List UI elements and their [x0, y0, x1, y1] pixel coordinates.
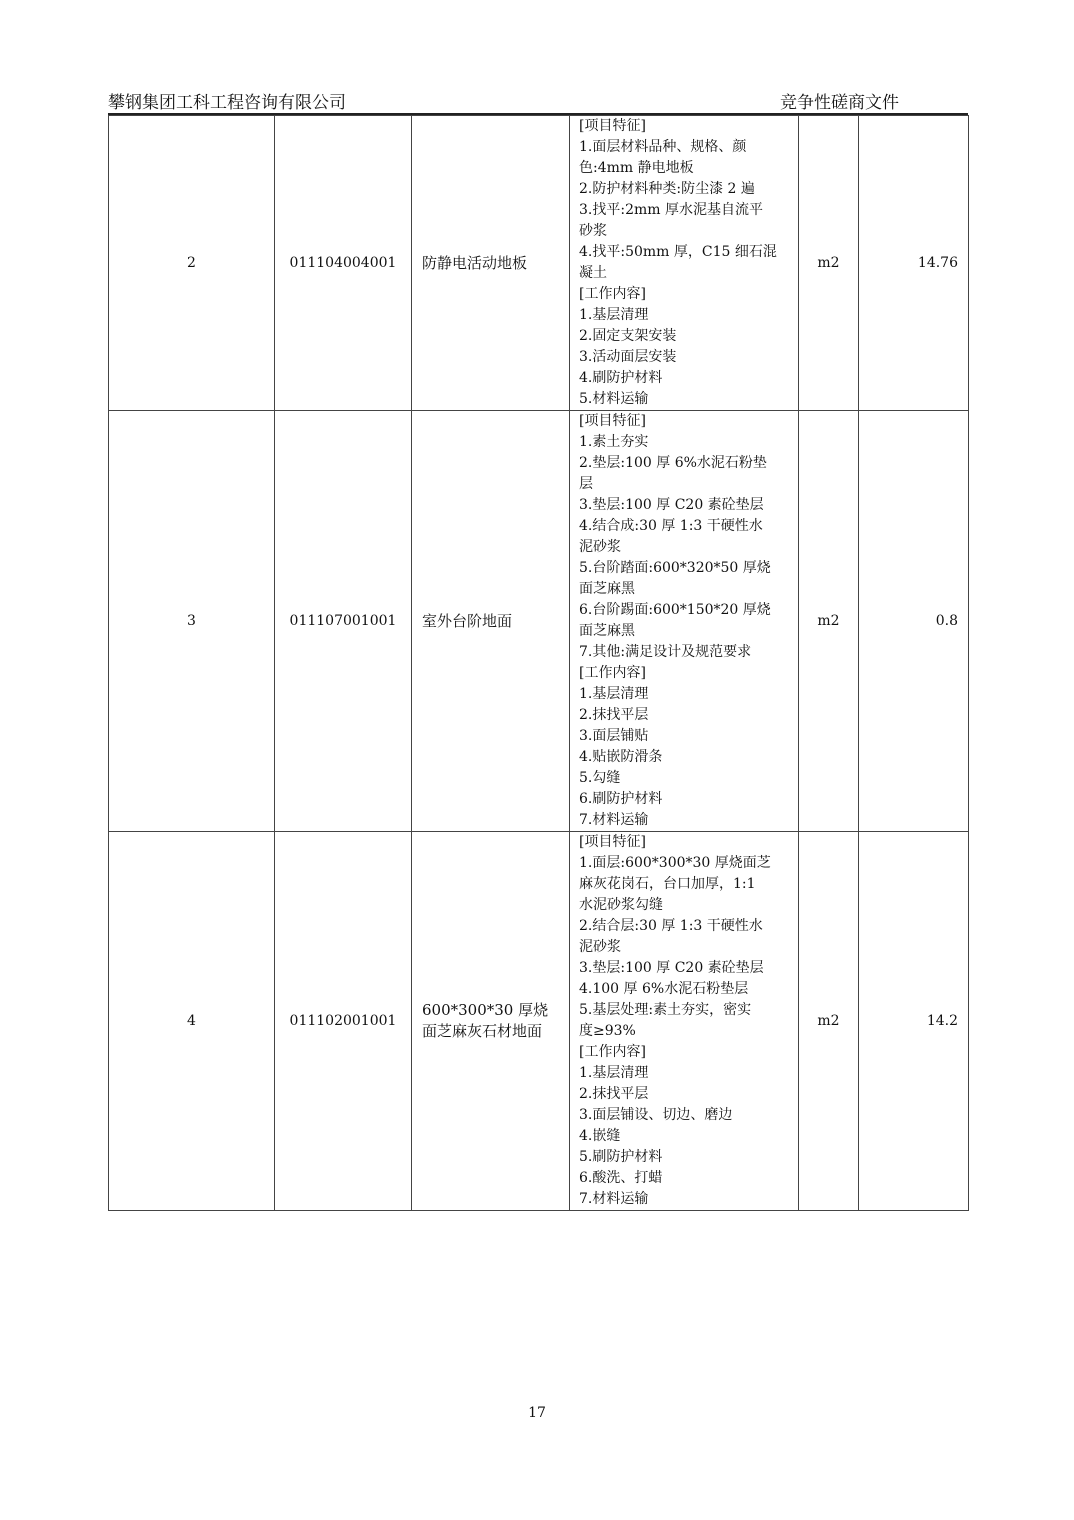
item-code-cell: 011104004001: [275, 116, 412, 411]
document-type: 竞争性磋商文件: [780, 93, 899, 113]
description-line: [项目特征]: [579, 834, 646, 850]
item-description-cell: [570, 411, 799, 832]
item-quantity-cell: 0.8: [859, 411, 969, 832]
description-line: [工作内容]: [579, 665, 646, 681]
description-line: 7.材料运输: [579, 812, 649, 828]
description-line: 1.基层清理: [579, 686, 649, 702]
description-line: 砂浆: [579, 223, 607, 239]
item-number-cell: 2: [109, 116, 275, 411]
item-number-cell: 3: [109, 411, 275, 832]
company-name: 攀钢集团工科工程咨询有限公司: [108, 93, 346, 113]
description-line: 3.面层铺贴: [579, 728, 649, 744]
description-line: 1.基层清理: [579, 307, 649, 323]
description-line: 面芝麻黑: [579, 581, 635, 597]
description-line: 3.垫层:100 厚 C20 素砼垫层: [579, 960, 764, 976]
page-number: 17: [528, 1405, 546, 1421]
table-row: [109, 116, 969, 411]
description-line: 2.防护材料种类:防尘漆 2 遍: [579, 181, 755, 197]
description-line: 6.刷防护材料: [579, 791, 663, 807]
description-line: 麻灰花岗石，台口加厚，1:1: [579, 876, 756, 892]
description-line: 4.刷防护材料: [579, 370, 663, 386]
item-unit-cell: m2: [799, 116, 859, 411]
description-line: 1.素土夯实: [579, 434, 649, 450]
description-line: 水泥砂浆勾缝: [579, 897, 663, 913]
item-code-cell: 011107001001: [275, 411, 412, 832]
description-line: 3.面层铺设、切边、磨边: [579, 1107, 733, 1123]
description-line: 4.结合成:30 厚 1:3 干硬性水: [579, 518, 763, 534]
item-name-cell: 600*300*30 厚烧面芝麻灰石材地面: [412, 832, 570, 1211]
table-row: [109, 411, 969, 832]
description-line: 3.活动面层安装: [579, 349, 677, 365]
bill-of-quantities-table: [108, 115, 969, 1211]
description-line: 6.台阶踢面:600*150*20 厚烧: [579, 602, 771, 618]
description-line: 4.贴嵌防滑条: [579, 749, 663, 765]
description-line: 泥砂浆: [579, 939, 621, 955]
description-line: 泥砂浆: [579, 539, 621, 555]
description-line: 1.基层清理: [579, 1065, 649, 1081]
description-line: 3.找平:2mm 厚水泥基自流平: [579, 202, 763, 218]
item-quantity-cell: 14.76: [859, 116, 969, 411]
description-line: 凝土: [579, 265, 607, 281]
description-line: 5.基层处理:素土夯实，密实: [579, 1002, 752, 1018]
description-line: 5.台阶踏面:600*320*50 厚烧: [579, 560, 771, 576]
description-line: 2.抹找平层: [579, 707, 649, 723]
description-line: 2.垫层:100 厚 6%水泥石粉垫: [579, 455, 767, 471]
description-line: 2.结合层:30 厚 1:3 干硬性水: [579, 918, 763, 934]
item-description-cell: [570, 116, 799, 411]
item-code-cell: 011102001001: [275, 832, 412, 1211]
description-line: [项目特征]: [579, 118, 646, 134]
item-name-cell: 防静电活动地板: [412, 116, 570, 411]
description-line: [工作内容]: [579, 286, 646, 302]
description-line: 层: [579, 476, 593, 492]
description-line: [项目特征]: [579, 413, 646, 429]
description-line: 6.酸洗、打蜡: [579, 1170, 663, 1186]
description-line: 2.固定支架安装: [579, 328, 677, 344]
description-line: 4.嵌缝: [579, 1128, 621, 1144]
item-description-cell: [570, 832, 799, 1211]
table-row: [109, 832, 969, 1211]
item-unit-cell: m2: [799, 832, 859, 1211]
description-line: 1.面层:600*300*30 厚烧面芝: [579, 855, 771, 871]
description-line: [工作内容]: [579, 1044, 646, 1060]
description-line: 色:4mm 静电地板: [579, 160, 694, 176]
description-line: 4.找平:50mm 厚，C15 细石混: [579, 244, 777, 260]
description-line: 7.材料运输: [579, 1191, 649, 1207]
description-line: 面芝麻黑: [579, 623, 635, 639]
item-unit-cell: m2: [799, 411, 859, 832]
description-line: 度≥93%: [579, 1023, 636, 1039]
description-line: 7.其他:满足设计及规范要求: [579, 644, 752, 660]
description-line: 4.100 厚 6%水泥石粉垫层: [579, 981, 749, 997]
description-line: 5.刷防护材料: [579, 1149, 663, 1165]
description-line: 5.材料运输: [579, 391, 649, 407]
description-line: 3.垫层:100 厚 C20 素砼垫层: [579, 497, 764, 513]
item-quantity-cell: 14.2: [859, 832, 969, 1211]
table-body: [109, 116, 969, 1211]
item-number-cell: 4: [109, 832, 275, 1211]
item-name-cell: 室外台阶地面: [412, 411, 570, 832]
description-line: 5.勾缝: [579, 770, 621, 786]
description-line: 2.抹找平层: [579, 1086, 649, 1102]
description-line: 1.面层材料品种、规格、颜: [579, 139, 747, 155]
